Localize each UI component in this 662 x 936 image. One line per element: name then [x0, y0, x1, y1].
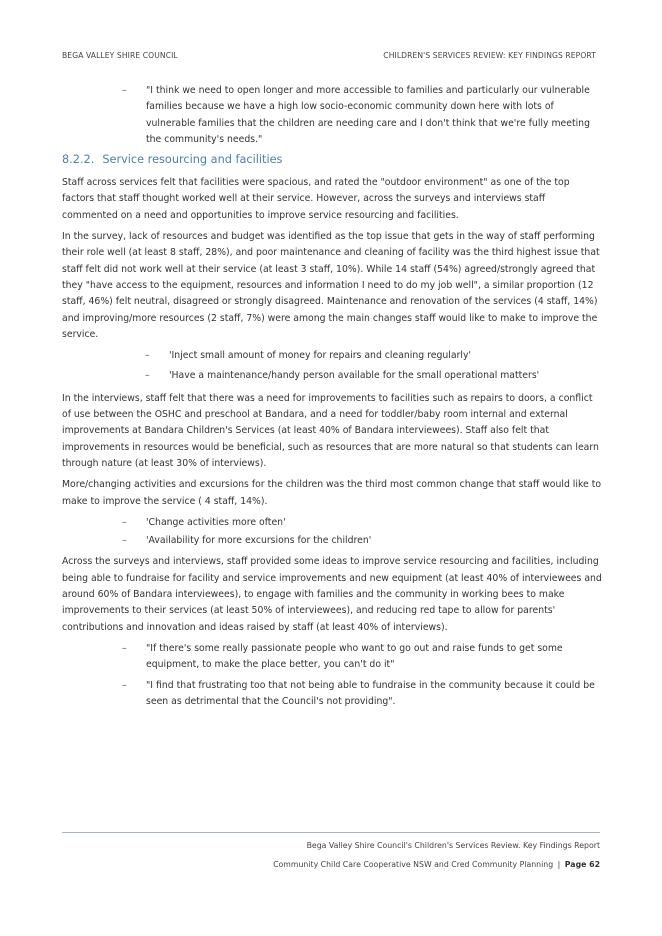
- dash-bullet: –: [122, 642, 127, 654]
- quote-text: 'Inject small amount of money for repairs and cleaning regularly': [169, 350, 472, 362]
- paragraph: More/changing activities and excursions for the children was the third most common change that staff would like to make to improve the service ( 4 staff, 14%).: [62, 479, 602, 507]
- header-organisation: BEGA VALLEY SHIRE COUNCIL: [62, 51, 178, 60]
- dash-bullet: –: [122, 516, 127, 528]
- quote-text: "If there's some really passionate people who want to go out and raise funds to get some equipment, to make the place better, you can't do it": [146, 642, 563, 671]
- quote-text: 'Availability for more excursions for the children': [146, 535, 372, 547]
- quote-item: [62, 515, 602, 531]
- header-report-title: CHILDREN'S SERVICES REVIEW: KEY FINDINGS REPORT: [383, 51, 596, 60]
- footer-divider: [62, 832, 600, 833]
- quote-item: [62, 348, 602, 364]
- quote-text: "I think we need to open longer and more accessible to families and particularly our vulnerable families because we have a high low socio-economic community down here with lots of vulnerable families that the children are needing care and I don't think that we're fully meeting the community's needs.": [146, 85, 590, 145]
- quote-item: [62, 533, 602, 549]
- dash-bullet: –: [122, 85, 127, 96]
- dash-bullet: –: [122, 535, 127, 547]
- paragraph: Staff across services felt that facilities were spacious, and rated the "outdoor environment" as one of the top factors that staff thought worked well at their service. However, across the surveys and interviews staff commented on a need and opportunities to improve service resourcing and facilities.: [62, 177, 570, 221]
- quote-item: [62, 368, 602, 384]
- paragraph: In the interviews, staff felt that there was a need for improvements to facilities such as repairs to doors, a conflict of use between the OSHC and preschool at Bandara, and a need for toddler/baby room internal and external improvements at Bandara Children's Services (at least 40% of Bandara interviewees). Staff also felt that improvements in resources would be beneficial, such as resources that are more natural so that students can learn through nature (at least 30% of interviews).: [62, 392, 599, 469]
- quote-item: [62, 678, 602, 711]
- quote-item: [62, 641, 602, 674]
- footer-organisations: Community Child Care Cooperative NSW and Cred Community Planning: [273, 860, 554, 869]
- quote-text: 'Have a maintenance/handy person available for the small operational matters': [169, 370, 540, 382]
- dash-bullet: –: [145, 350, 150, 362]
- quote-text: "I find that frustrating too that not being able to fundraise in the community because it could be seen as detrimental that the Council's not providing".: [146, 679, 595, 707]
- quote-text: 'Change activities more often': [146, 516, 286, 528]
- section-title: Service resourcing and facilities: [102, 153, 283, 167]
- quote-item: [62, 83, 602, 148]
- paragraph: In the survey, lack of resources and budget was identified as the top issue that gets in the way of staff performing their role well (at least 8 staff, 28%), and poor maintenance and cleaning of facility was the third highest issue that staff felt did not work well at their service (at least 3 staff, 10%). While 14 staff (54%) agreed/strongly agreed that they "have access to the equipment, resources and information I need to do my job well", a similar proportion (12 staff, 46%) felt neutral, disagreed or strongly disagreed. Maintenance and renovation of the services (4 staff, 14%) and improving/more resources (2 staff, 7%) were among the main changes staff would like to make to improve the service.: [62, 231, 600, 340]
- section-number: 8.2.2.: [62, 153, 95, 167]
- footer-report-name: Bega Valley Shire Council's Children's Services Review. Key Findings Report: [306, 841, 600, 850]
- paragraph: Across the surveys and interviews, staff provided some ideas to improve service resourcing and facilities, including being able to fundraise for facility and service improvements and new equipment (at least 40% of interviewees and around 60% of Bandara interviewees), to engage with families and the community in working bees to make improvements to their services (at least 50% of interviewees), and reducing red tape to allow for parents' contributions and innovation and ideas raised by staff (at least 40% of interviews).: [62, 556, 602, 633]
- page-content: [62, 83, 602, 714]
- dash-bullet: –: [122, 679, 127, 691]
- dash-bullet: –: [145, 370, 150, 382]
- footer-separator: |: [557, 860, 561, 869]
- section-heading: [62, 152, 602, 168]
- page-number: Page 62: [564, 860, 600, 869]
- footer-authors: [273, 860, 600, 869]
